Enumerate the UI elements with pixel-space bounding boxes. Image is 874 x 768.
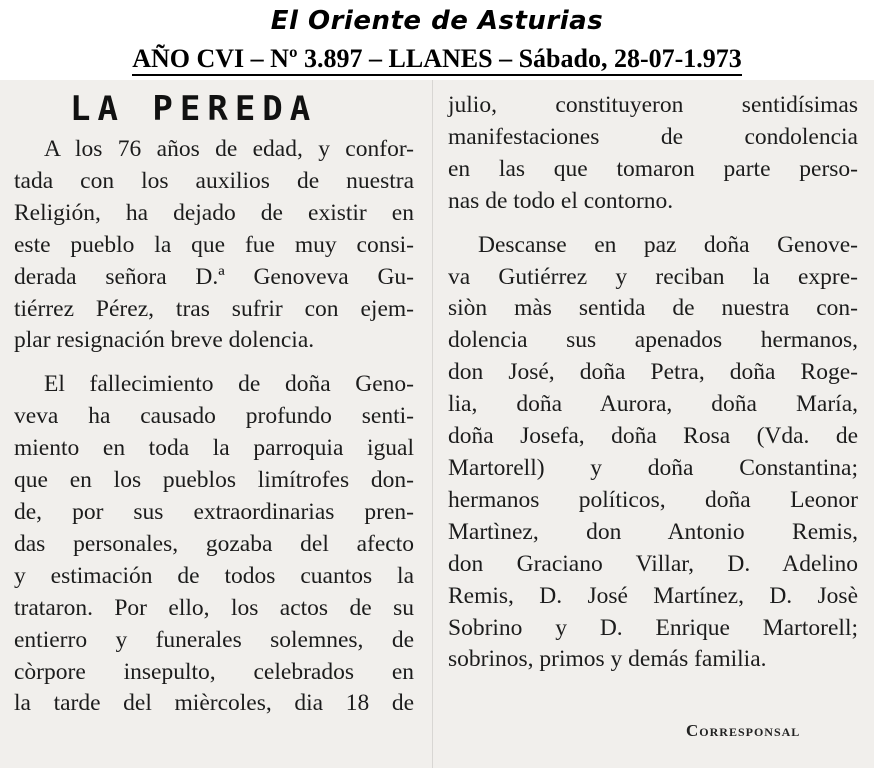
article-line: Descanse en paz doña Genove- bbox=[478, 231, 858, 258]
article-line: siòn màs sentida de nuestra con- bbox=[448, 295, 858, 322]
article-line: y estimación de todos cuantos la bbox=[14, 562, 414, 589]
article-line: va Gutiérrez y reciban la expre- bbox=[448, 263, 858, 290]
article-line: Sobrino y D. Enrique Martorell; bbox=[448, 614, 858, 641]
article-line: don Graciano Villar, D. Adelino bbox=[448, 550, 858, 577]
article-line: doña Josefa, doña Rosa (Vda. de bbox=[448, 423, 858, 450]
newspaper-clipping bbox=[0, 80, 874, 768]
article-line: das personales, gozaba del afecto bbox=[14, 530, 414, 557]
article-line: lia, doña Aurora, doña María, bbox=[448, 391, 858, 418]
article-line: la tarde del mièrcoles, dia 18 de bbox=[14, 690, 414, 717]
left-column bbox=[14, 80, 414, 720]
article-line: miento en toda la parroquia igual bbox=[14, 435, 414, 462]
article-line: A los 76 años de edad, y confor- bbox=[44, 136, 414, 162]
issue-line-text: AÑO CVI – Nº 3.897 – LLANES – Sábado, 28-07-1.973 bbox=[132, 44, 742, 76]
article-line: julio, constituyeron sentidísimas bbox=[448, 92, 858, 118]
article-line: tiérrez Pérez, tras sufrir con ejem- bbox=[14, 295, 414, 322]
right-column bbox=[448, 80, 858, 676]
article-line: tada con los auxilios de nuestra bbox=[14, 167, 414, 194]
article-line: Martorell) y doña Constantina; bbox=[448, 454, 858, 481]
article-line: en las que tomaron parte perso- bbox=[448, 155, 858, 182]
article-line: trataron. Por ello, los actos de su bbox=[14, 594, 414, 621]
article-line: nas de todo el contorno. bbox=[448, 187, 674, 214]
article-signature: Corresponsal bbox=[686, 721, 801, 740]
article-line: este pueblo la que fue muy consi- bbox=[14, 231, 414, 258]
article-line: Martìnez, don Antonio Remis, bbox=[448, 518, 858, 545]
article-line: plar resignación breve dolencia. bbox=[14, 327, 315, 354]
article-line: manifestaciones de condolencia bbox=[448, 123, 858, 150]
article-line: veva ha causado profundo senti- bbox=[14, 403, 414, 430]
issue-line bbox=[0, 44, 874, 74]
article-line: còrpore insepulto, celebrados en bbox=[14, 658, 414, 685]
article-line: Remis, D. José Martínez, D. Josè bbox=[448, 582, 858, 609]
article-line: El fallecimiento de doña Geno- bbox=[44, 371, 414, 398]
article-line: dolencia sus apenados hermanos, bbox=[448, 327, 858, 354]
article-line: entierro y funerales solemnes, de bbox=[14, 626, 414, 653]
column-divider bbox=[432, 80, 433, 768]
article-line: de, por sus extraordinarias pren- bbox=[14, 498, 414, 525]
publication-name: El Oriente de Asturias bbox=[270, 6, 604, 36]
article-line: hermanos políticos, doña Leonor bbox=[448, 486, 858, 513]
article-heading: LA PEREDA bbox=[70, 89, 318, 129]
article-line: sobrinos, primos y demás familia. bbox=[448, 646, 767, 673]
article-line: Religión, ha dejado de existir en bbox=[14, 199, 414, 226]
article-line: don José, doña Petra, doña Roge- bbox=[448, 359, 858, 386]
article-line: que en los pueblos limítrofes don- bbox=[14, 467, 414, 494]
article-line: derada señora D.ª Genoveva Gu- bbox=[14, 263, 414, 290]
cropped-line-fragment bbox=[458, 80, 858, 90]
newspaper-masthead bbox=[0, 0, 874, 78]
